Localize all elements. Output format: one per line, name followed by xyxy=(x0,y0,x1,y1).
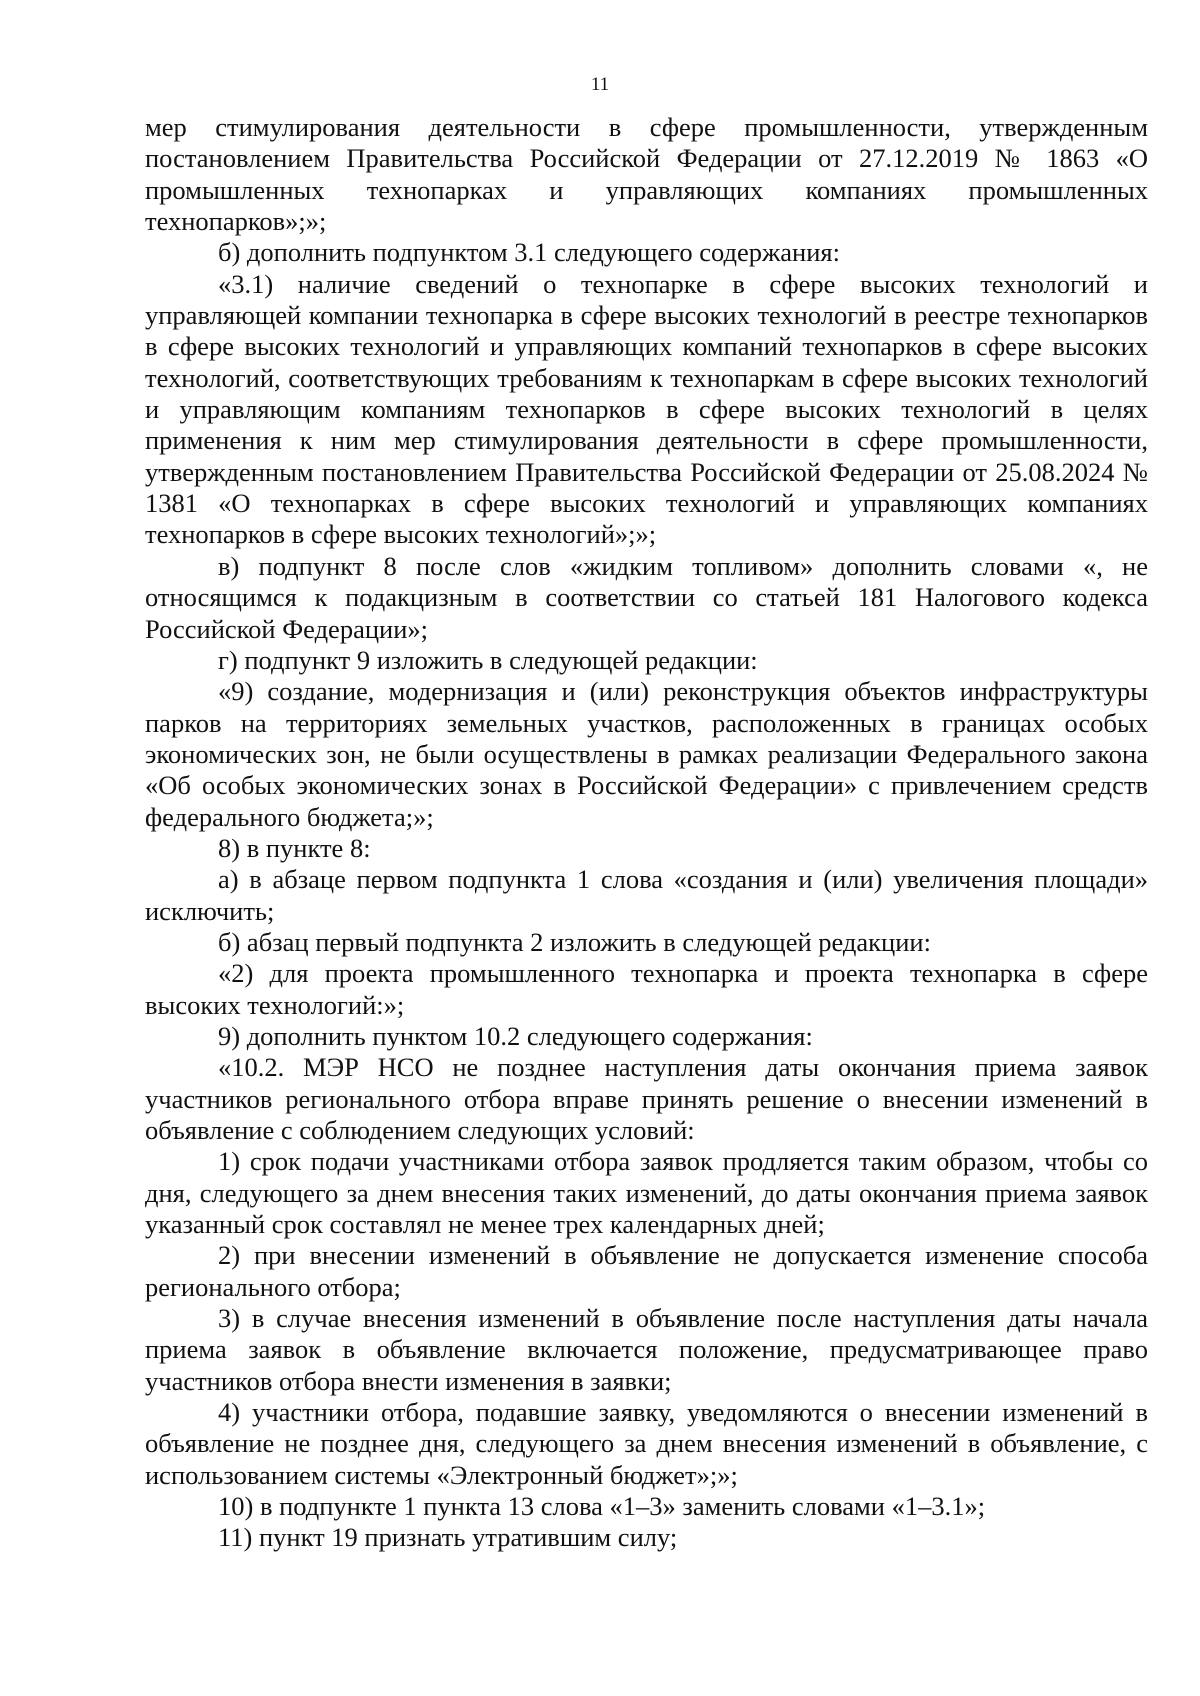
page-number: 11 xyxy=(590,74,610,95)
paragraph: 11) пункт 19 признать утратившим силу; xyxy=(218,1522,678,1553)
paragraph: б) дополнить подпунктом 3.1 следующего содержания: xyxy=(218,237,840,268)
paragraph: 1) срок подачи участниками отбора заявок продляется таким образом, чтобы со дня, следующего за днем внесения таких изменений, до даты окончания приема заявок указанный срок составлял не менее трех календарных дней; xyxy=(145,1146,1148,1240)
paragraph: 4) участники отбора, подавшие заявку, уведомляются о внесении изменений в объявление не позднее дня, следующего за днем внесения изменений в объявление, с использованием системы «Электронный бюджет»;»; xyxy=(145,1397,1148,1490)
paragraph: «2) для проекта промышленного технопарка и проекта технопарка в сфере высоких технологий:»; xyxy=(145,958,1148,1020)
paragraph: мер стимулирования деятельности в сфере промышленности, утвержденным постановлением Правительства Российской Федерации от 27.12.2019 № 1863 «О промышленных технопарках и управляющих компаниях промышленных технопарков»;»; xyxy=(145,112,1148,237)
paragraph: 2) при внесении изменений в объявление не допускается изменение способа регионального отбора; xyxy=(145,1240,1148,1302)
paragraph: г) подпункт 9 изложить в следующей редакции: xyxy=(218,644,758,675)
paragraph: 9) дополнить пунктом 10.2 следующего содержания: xyxy=(218,1020,813,1051)
paragraph: б) абзац первый подпункта 2 изложить в следующей редакции: xyxy=(218,926,931,957)
paragraph: 8) в пункте 8: xyxy=(218,832,371,863)
paragraph: 3) в случае внесения изменений в объявление после наступления даты начала приема заявок в объявление включается положение, предусматривающее право участников отбора внести изменения в заявки; xyxy=(145,1303,1148,1396)
paragraph: «9) создание, модернизация и (или) реконструкция объектов инфраструктуры парков на территориях земельных участков, расположенных в границах особых экономических зон, не были осуществлены в рамках реализации Федерального закона «Об особых экономических зонах в Российской Федерации» с привлечением средств федерального бюджета;»; xyxy=(145,676,1148,832)
paragraph: а) в абзаце первом подпункта 1 слова «создания и (или) увеличения площади» исключить; xyxy=(145,864,1148,926)
paragraph: «10.2. МЭР НСО не позднее наступления даты окончания приема заявок участников регионального отбора вправе принять решение о внесении изменений в объявление с соблюдением следующих условий: xyxy=(145,1052,1148,1145)
document-body xyxy=(145,112,1148,1554)
paragraph: 10) в подпункте 1 пункта 13 слова «1–3» заменить словами «1–3.1»; xyxy=(218,1491,986,1522)
paragraph: в) подпункт 8 после слов «жидким топливом» дополнить словами «, не относящимся к подакцизным в соответствии со статьей 181 Налогового кодекса Российской Федерации»; xyxy=(145,550,1148,644)
paragraph: «3.1) наличие сведений о технопарке в сфере высоких технологий и управляющей компании технопарка в сфере высоких технологий в реестре технопарков в сфере высоких технологий и управляющих компаний технопарков в сфере высоких технологий, соответствующих требованиям к технопаркам в сфере высоких технологий и управляющим компаниям технопарков в сфере высоких технологий в целях применения к ним мер стимулирования деятельности в сфере промышленности, утвержденным постановлением Правительства Российской Федерации от 25.08.2024 № 1381 «О технопарках в сфере высоких технологий и управляющих компаниях технопарков в сфере высоких технологий»;»; xyxy=(145,268,1148,550)
